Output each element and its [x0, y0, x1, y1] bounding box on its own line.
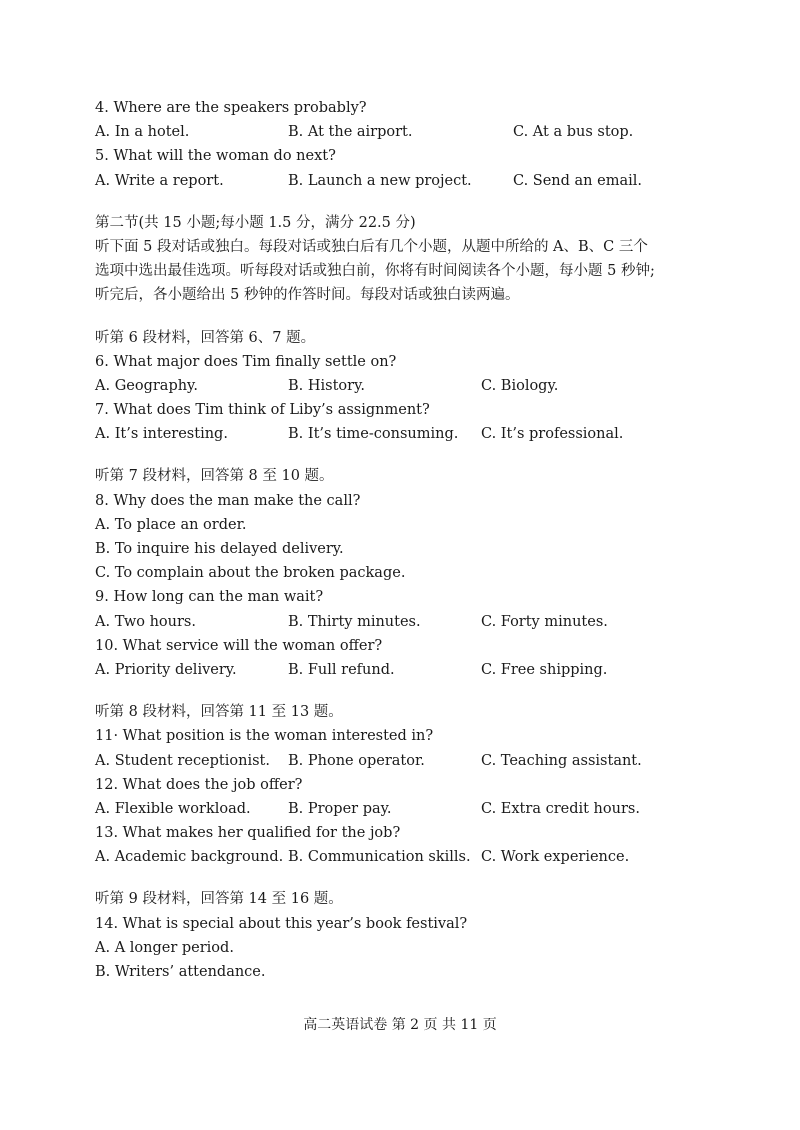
question-10-options	[95, 658, 735, 682]
option-b: B. Thirty minutes.	[288, 613, 421, 630]
question-14: 14. What is special about this year’s book festival?	[95, 915, 468, 932]
option-b: B. Phone operator.	[288, 752, 425, 769]
option-b: B. Proper pay.	[288, 800, 392, 817]
option-c: C. Teaching assistant.	[481, 752, 642, 769]
option-c: C. Extra credit hours.	[481, 800, 640, 817]
option-a: A. A longer period.	[95, 939, 234, 956]
section-2-instructions-line: 听完后，各小题给出 5 秒钟的作答时间。每段对话或独白读两遍。	[95, 287, 520, 304]
question-12-options	[95, 797, 735, 821]
option-c: C. Free shipping.	[481, 661, 608, 678]
option-c: C. Work experience.	[481, 849, 630, 866]
page-footer: 高二英语试卷 第 2 页 共 11 页	[303, 1017, 497, 1033]
question-9-options	[95, 610, 735, 634]
option-a: A. In a hotel.	[95, 124, 190, 141]
question-6-options	[95, 374, 735, 398]
option-a: A. Academic background.	[95, 849, 284, 866]
option-c: C. At a bus stop.	[513, 124, 634, 141]
question-5-options	[95, 169, 735, 193]
exam-page-content	[95, 96, 735, 984]
option-b: B. Writers’ attendance.	[95, 964, 266, 980]
option-a: A. It’s interesting.	[95, 426, 228, 443]
question-7: 7. What does Tim think of Liby’s assignment?	[95, 402, 430, 419]
option-c: C. Biology.	[481, 377, 559, 394]
question-9: 9. How long can the man wait?	[95, 589, 324, 606]
question-4: 4. Where are the speakers probably?	[95, 100, 367, 116]
option-b: B. It’s time-consuming.	[288, 426, 459, 443]
passage-9-heading: 听第 9 段材料，回答第 14 至 16 题。	[95, 891, 343, 908]
question-5: 5. What will the woman do next?	[95, 148, 336, 165]
question-12: 12. What does the job offer?	[95, 776, 303, 793]
question-8: 8. Why does the man make the call?	[95, 492, 361, 509]
option-a: A. Geography.	[95, 377, 198, 394]
option-b: B. History.	[288, 377, 365, 394]
option-b: B. To inquire his delayed delivery.	[95, 541, 344, 557]
passage-8-heading: 听第 8 段材料，回答第 11 至 13 题。	[95, 704, 343, 721]
option-a: A. Flexible workload.	[95, 800, 251, 817]
section-2-instructions-line: 听下面 5 段对话或独白。每段对话或独白后有几个小题，从题中所给的 A、B、C 三个	[95, 238, 648, 255]
option-c: C. To complain about the broken package.	[95, 565, 406, 582]
question-10: 10. What service will the woman offer?	[95, 637, 383, 654]
question-11-options	[95, 749, 735, 773]
passage-6-heading: 听第 6 段材料，回答第 6、7 题。	[95, 329, 316, 346]
option-b: B. Full refund.	[288, 661, 395, 678]
option-a: A. Student receptionist.	[95, 752, 270, 769]
option-c: C. Forty minutes.	[481, 613, 608, 630]
question-6: 6. What major does Tim finally settle on?	[95, 353, 397, 370]
option-c: C. It’s professional.	[481, 426, 624, 443]
question-13-options	[95, 845, 735, 869]
option-a: A. Priority delivery.	[95, 661, 237, 678]
option-a: A. Two hours.	[95, 613, 196, 630]
question-11: 11· What position is the woman interested in?	[95, 728, 434, 745]
section-2-heading: 第二节(共 15 小题;每小题 1.5 分，满分 22.5 分)	[95, 214, 416, 231]
option-b: B. Communication skills.	[288, 849, 471, 866]
option-b: B. Launch a new project.	[288, 172, 472, 189]
option-c: C. Send an email.	[513, 172, 642, 189]
question-4-options	[95, 120, 735, 144]
question-7-options	[95, 422, 735, 446]
passage-7-heading: 听第 7 段材料，回答第 8 至 10 题。	[95, 468, 334, 485]
option-b: B. At the airport.	[288, 124, 413, 141]
question-13: 13. What makes her qualified for the job?	[95, 825, 401, 842]
option-a: A. Write a report.	[95, 172, 224, 189]
section-2-instructions-line: 选项中选出最佳选项。听每段对话或独白前，你将有时间阅读各个小题，每小题 5 秒钟;	[95, 263, 655, 280]
option-a: A. To place an order.	[95, 516, 247, 533]
